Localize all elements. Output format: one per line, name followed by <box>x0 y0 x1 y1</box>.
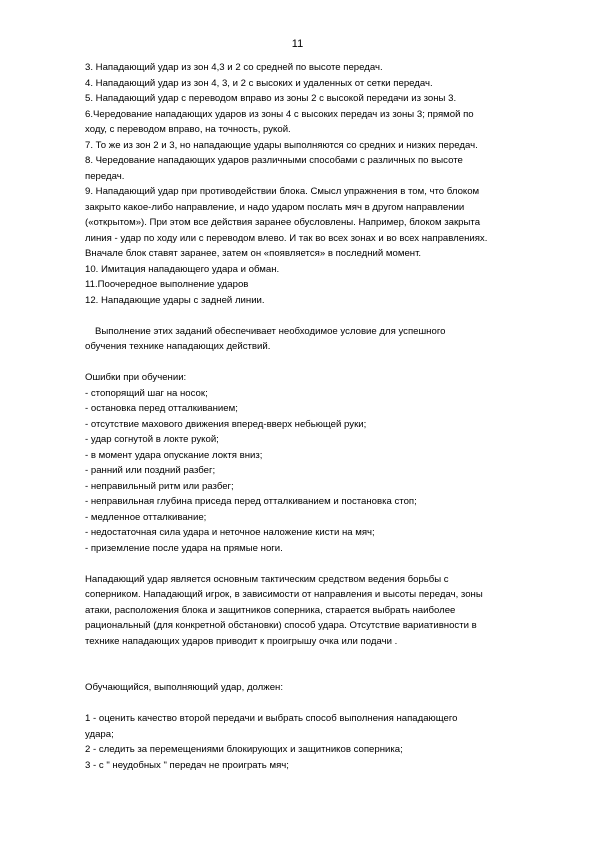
trainee-item: 2 - следить за перемещениями блокирующих и защитников соперника; <box>85 744 403 755</box>
drill-line: 5. Нападающий удар с переводом вправо из зоны 2 с высокой передачи из зоны 3. <box>85 93 457 104</box>
page-number: 11 <box>291 38 304 50</box>
error-item: - остановка перед отталкиванием; <box>85 403 238 414</box>
conclusion-paragraph <box>85 324 555 355</box>
spacer <box>85 665 555 681</box>
trainee-list <box>85 711 555 773</box>
drill-line: 12. Нападающие удары с задней линии. <box>85 294 265 306</box>
error-item: - медленное отталкивание; <box>85 511 207 523</box>
document-body <box>85 60 555 773</box>
drill-line: Вначале блок ставят заранее, затем он «появляется» в последний момент. <box>85 248 422 259</box>
drill-line: 3. Нападающий удар из зон 4,3 и 2 со средней по высоте передач. <box>85 62 383 73</box>
trainee-item: 1 - оценить качество второй передачи и выбрать способ выполнения нападающего <box>85 713 458 724</box>
error-item: - приземление после удара на прямые ноги. <box>85 542 283 554</box>
drill-line: 10. Имитация нападающего удара и обман. <box>85 263 280 275</box>
paragraph-line: Нападающий удар является основным тактическим средством ведения борьбы с <box>85 573 449 585</box>
drill-line: 6.Чередование нападающих ударов из зоны 4 с высоких передач из зоны 3; прямой по <box>85 108 474 120</box>
error-item: - неправильная глубина приседа перед отталкиванием и постановка стоп; <box>85 496 417 507</box>
drill-line: 8. Чередование нападающих ударов различными способами с различных по высоте <box>85 155 463 166</box>
trainee-item: удара; <box>85 728 114 740</box>
drill-line: закрыто какое-либо направление, и надо ударом послать мяч в другом направлении <box>85 201 465 213</box>
paragraph-line: Выполнение этих заданий обеспечивает необходимое условие для успешного <box>95 325 446 337</box>
drill-line: («открытом»). При этом все действия заранее обусловлены. Например, блоком закрыта <box>85 217 481 228</box>
tactics-paragraph <box>85 572 555 650</box>
drill-line: 4. Нападающий удар из зон 4, 3, и 2 с высоких и удаленных от сетки передач. <box>85 77 433 89</box>
spacer <box>85 556 555 572</box>
drill-line: 9. Нападающий удар при противодействии блока. Смысл упражнения в том, что блоком <box>85 186 480 197</box>
spacer <box>85 649 555 665</box>
error-item: - неправильный ритм или разбег; <box>85 480 234 492</box>
error-item: - недостаточная сила удара и неточное наложение кисти на мяч; <box>85 527 375 538</box>
error-item: - стопорящий шаг на носок; <box>85 387 208 399</box>
error-item: - ранний или поздний разбег; <box>85 465 216 476</box>
paragraph-line: технике нападающих ударов приводит к проигрышу очка или подачи . <box>85 635 398 647</box>
drill-line: линия - удар по ходу или с переводом влево. И так во всех зонах и во всех направлениях. <box>85 232 488 244</box>
drill-line: ходу, с переводом вправо, на точность, рукой. <box>85 124 291 135</box>
errors-list <box>85 386 555 557</box>
error-item: - удар согнутой в локте рукой; <box>85 434 219 445</box>
paragraph-line: обучения технике нападающих действий. <box>85 341 271 352</box>
error-item: - в момент удара опускание локтя вниз; <box>85 449 263 461</box>
drills-list <box>85 60 555 308</box>
spacer <box>85 696 555 712</box>
paragraph-line: атаки, расположения блока и защитников соперника, старается выбрать наиболее <box>85 604 456 616</box>
trainee-item: 3 - с " неудобных " передач не проиграть мяч; <box>85 759 289 771</box>
paragraph-line: соперником. Нападающий игрок, в зависимости от направления и высоты передач, зоны <box>85 589 483 600</box>
paragraph-line: рациональный (для конкретной обстановки) способ удара. Отсутствие вариативности в <box>85 620 477 631</box>
drill-line: передач. <box>85 170 125 182</box>
errors-heading: Ошибки при обучении: <box>85 372 187 383</box>
trainee-heading: Обучающийся, выполняющий удар, должен: <box>85 682 283 693</box>
drill-line: 7. То же из зон 2 и 3, но нападающие удары выполняются со средних и низких передач. <box>85 139 478 151</box>
spacer <box>85 308 555 324</box>
error-item: - отсутствие махового движения вперед-вверх небьющей руки; <box>85 418 367 430</box>
spacer <box>85 355 555 371</box>
drill-line: 11.Поочередное выполнение ударов <box>85 279 249 290</box>
